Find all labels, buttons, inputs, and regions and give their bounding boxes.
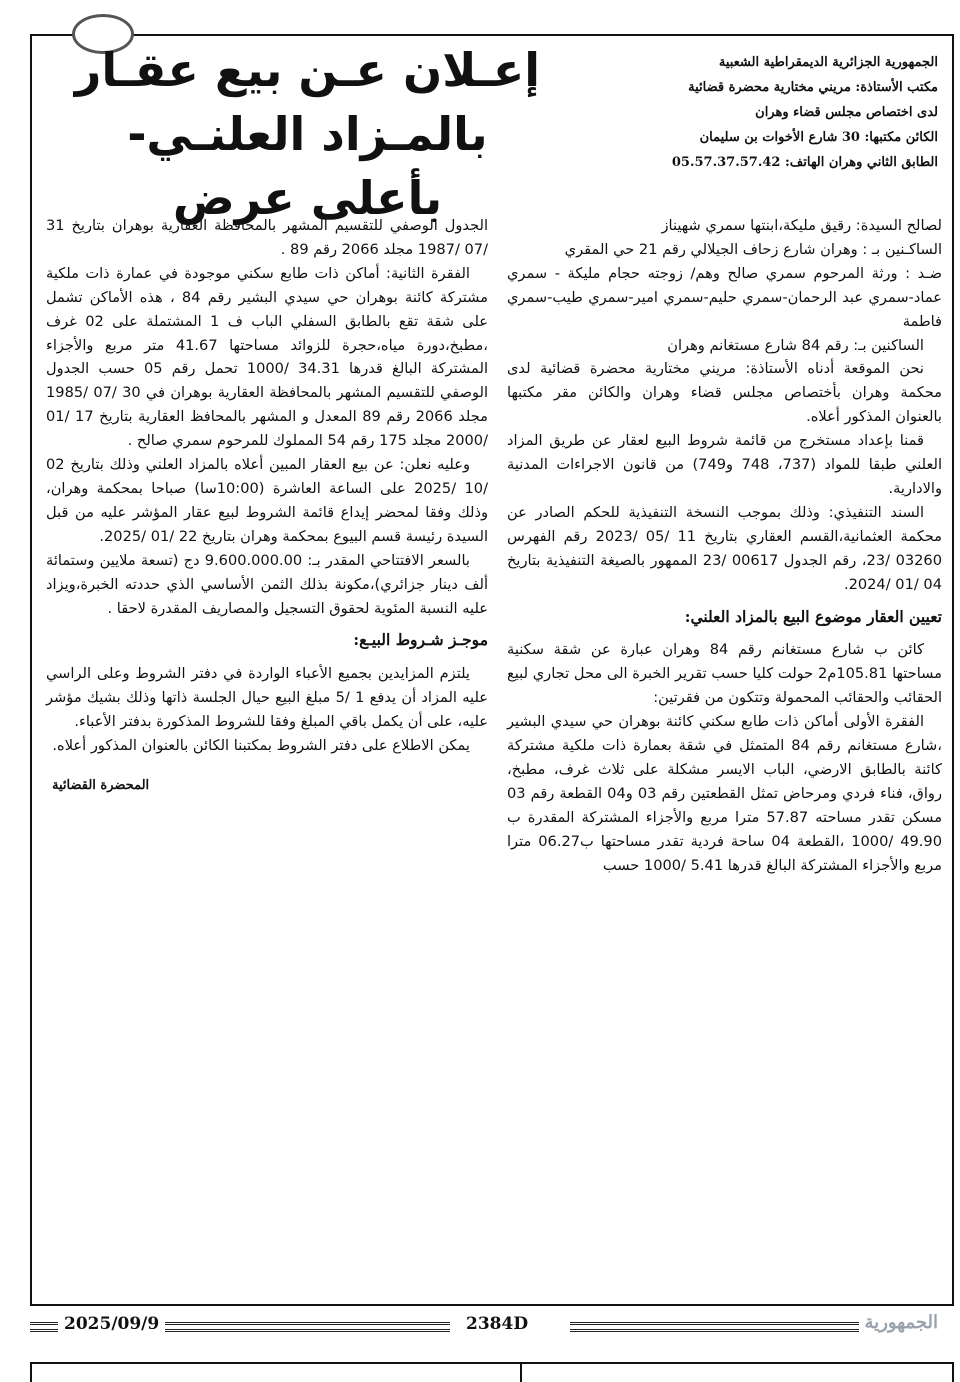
paragraph: ضـد : ورثة المرحوم سمري صالح وهم/ زوجته حجام مليكة - سمري عماد-سمري عبد الرحمان-سمري حليم-سمري امير-سمري طيب-سمري فاطمة [507,264,942,330]
paragraph: يلتزم المزايدين بجميع الأعباء الواردة في دفتر الشروط وعلى الراسي عليه المزاد أن يدفع 1 /5 مبلغ البيع حيال الجلسة ذاتها وذلك بشيك مؤشر عليه، على أن يكمل باقي المبلغ وفقا للشروط المذكورة بدفتر الأعباء. [46,665,489,731]
signature: المحضرة القضائية [52,777,150,793]
announcement-frame [30,34,954,1306]
paragraph: نحن الموقعة أدناه الأستاذة: مريني مختارية محضرة قضائية لدى محكمة وهران بأختصاص مجلس قضاء وهران والكائن مقر مكتبها بالعنوان المذكور أعلاه. [507,360,942,426]
header-line: لدى اختصاص مجلس قضاء وهران [755,105,938,120]
paragraph: يمكن الاطلاع على دفتر الشروط بمكتبنا الكائن بالعنوان المذكور أعلاه. [52,737,470,755]
paragraph: كائن ب شارع مستغانم رقم 84 وهران عبارة عن شقة سكنية مساحتها 105.81م2 حولت كليا حسب تقرير الخبرة الى محل تجاري لبيع الحقائب والحقائب المحمولة وتتكون من فقرتين: [507,641,942,707]
paragraph: الساكـنين بـ : وهران شارع زحاف الجيلالي رقم 21 حي المقري [564,240,942,258]
next-page-border [30,1362,954,1382]
footer-issue-number: 2384D [460,1314,534,1334]
left-column [46,214,488,798]
right-column [507,214,942,877]
column-divider [520,1362,522,1382]
paragraph: السند التنفيذي: وذلك بموجب النسخة التنفيذية للحكم الصادر عن محكمة العثمانية،القسم العقاري بتاريخ 11 /05 /2023 رقم الفهرس 03260 /23، رقم الجدول 00617 /23 الممهور بالصيغة التنفيذية بتاريخ 04 /01 /2024. [507,503,943,593]
footer-rule [570,1322,870,1332]
paragraph: وعليه نعلن: عن بيع العقار المبين أعلاه بالمزاد العلني وذلك بتاريخ 02 /10 /2025 على الساعة العاشرة (10:00سا) صباحا بمحكمة وهران، وذلك وفقا لمحضر إيداع قائمة الشروط لبيع عقار المؤشر عليه من قبل السيدة رئيسة قسم البيوع بمحكمة وهران بتاريخ 22 /01 /2025. [46,456,489,545]
paragraph: بالسعر الافتتاحي المقدر بـ: 9.600.000.00 دج (تسعة ملايين وستمائة ألف دينار جزائري)،مكونة بذلك الثمن الأساسي الذي حددته الخبرة،ويزاد عليه النسبة المئوية لحقوق التسجيل والمصاريف المقدرة لاحقا . [46,551,488,617]
newspaper-logo: الجمهورية [859,1312,944,1333]
footer-date: 2025/09/9 [58,1314,165,1334]
header-line: الجمهورية الجزائرية الديمقراطية الشعبية [718,55,938,70]
paragraph: لصالح السيدة: رقيق مليكة،ابنتها سمري شهيناز [661,217,942,234]
headline-line-2: بالمـزاد العلنـي-بأعلى عرض [127,107,488,225]
headline [70,43,545,225]
bailiff-office-header [583,50,938,175]
paragraph: الفقرة الأولى أماكن ذات طابع سكني كائنة بوهران حي سيدي البشير ،شارع مستغانم رقم 84 المتمثل في شقة بعمارة ذات ملكية مشتركة كائنة بالطابق الارضي، الباب الايسر مشكلة على ثلاث غرف، مطبخ، رواق، فناء فردي ومرحاض تمثل القطعتين رقم 03 و04 القطعة رقم 03 مسكن تقدر مساحته 57.87 مترا مربع والأجزاء المشتركة المقدرة ب 49.90 /1000 ،القطعة 04 ساحة فردية تقدر مساحتها ب06.27 مترا مربع والأجزاء المشتركة البالغ قدرها 5.41 /1000 حسب [507,713,943,874]
page-footer [30,1314,954,1344]
section-heading: موجـز شـروط البيـع: [353,630,488,650]
header-line: مكتب الأستاذة: مريني مختارية محضرة قضائية [688,80,938,95]
headline-line-1: إعـلان عـن بيع عقـار [74,43,541,97]
paragraph: الساكنين بـ: رقم 84 شارع مستغانم وهران [667,336,924,354]
header-line: الكائن مكتبها: 30 شارع الأخوات بن سليمان [699,130,938,145]
paragraph: الجدول الوصفي للتقسيم المشهر بالمحافظة العقارية بوهران بتاريخ 31 /07 /1987 مجلد 2066 رقم 89 . [46,217,488,258]
paragraph: قمنا بإعداد مستخرج من قائمة شروط البيع لعقار عن طريق المزاد العلني طبقا للمواد (737، 748 و749) من قانون الاجراءات المدنية والادارية. [507,432,943,497]
section-heading: تعيين العقار موضوع البيع بالمزاد العلني: [684,606,942,626]
header-line: الطابق الثاني وهران الهاتف: 05.57.37.57.42 [671,155,938,170]
paragraph: الفقرة الثانية: أماكن ذات طابع سكني موجودة في عمارة ذات ملكية مشتركة كائنة بوهران حي سيدي البشير رقم 84 ، هذه الأماكن تشمل على شقة تقع بالطابق السفلي الباب ف 1 المشتملة على 02 غرف ،مطبخ،دورة مياه،حجرة للزوائد مساحتها 41.67 متر مربع والأجزاء المشتركة البالغ قدرها 34.31 /1000 تحمل رقم 05 حسب الجدول الوصفي للتقسيم المشهر بالمحافظة العقارية بوهران في 30 /07 /1985 مجلد 2066 رقم 89 المعدل و المشهر بالمحافظ العقارية بتاريخ 17 /01 /2000 مجلد 175 رقم 54 المملوك للمرحوم سمري صالح . [46,264,489,450]
